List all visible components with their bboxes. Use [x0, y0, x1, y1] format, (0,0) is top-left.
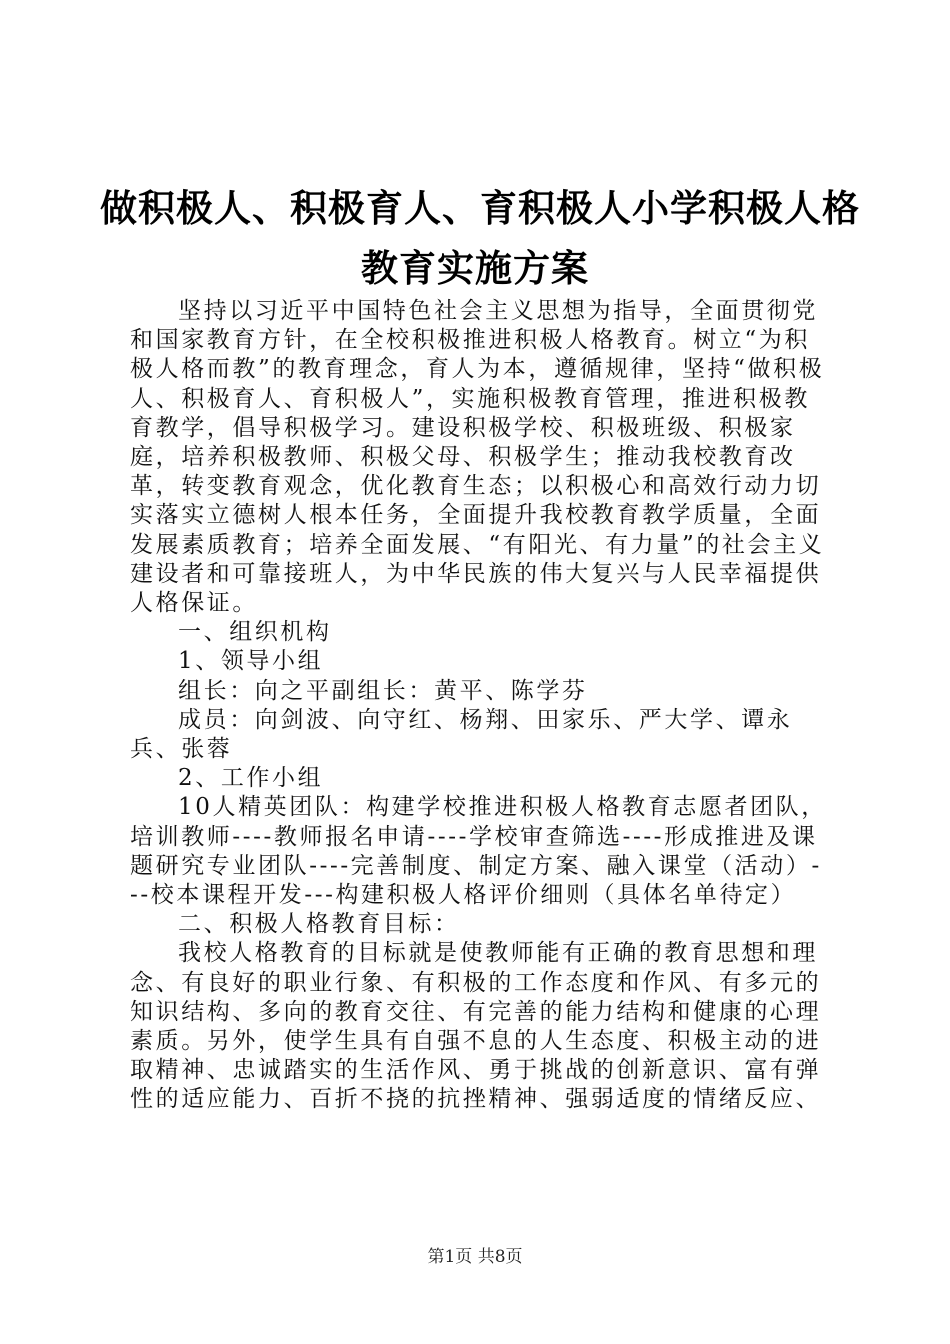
page-number-footer: 第1页 共8页 [427, 1247, 523, 1267]
document-title-line-2: 教育实施方案 [361, 247, 589, 290]
document-body [130, 297, 830, 1115]
elite-team-paragraph: 10人精英团队：构建学校推进积极人格教育志愿者团队，培训教师----教师报名申请----学校审查筛选----形成推进及课题研究专业团队----完善制度、制定方案、融入课堂（活动）---校本课程开发---构建积极人格评价细则（具体名单待定） [130, 794, 827, 909]
section-heading-organization: 一、组织机构 [178, 619, 332, 646]
leaders-line: 组长：向之平副组长：黄平、陈学芬 [178, 677, 588, 704]
section-heading-goals: 二、积极人格教育目标： [178, 911, 460, 938]
subheading-working-group: 2、工作小组 [178, 765, 324, 792]
subheading-leadership-group: 1、领导小组 [178, 648, 324, 675]
members-line: 成员：向剑波、向守红、杨翔、田家乐、严大学、谭永兵、张蓉 [130, 706, 793, 763]
document-title-line-1: 做积极人、积极育人、育积极人小学积极人格 [100, 187, 860, 230]
intro-paragraph: 坚持以习近平中国特色社会主义思想为指导，全面贯彻党和国家教育方针，在全校积极推进积极人格教育。树立“为积极人格而教”的教育理念，育人为本，遵循规律，坚持“做积极人、积极育人、育积极人”，实施积极教育管理，推进积极教育教学，倡导积极学习。建设积极学校、积极班级、积极家庭，培养积极教师、积极父母、积极学生；推动我校教育改革，转变教育观念，优化教育生态；以积极心和高效行动力切实落实立德树人根本任务，全面提升我校教育教学质量，全面发展素质教育；培养全面发展、“有阳光、有力量”的社会主义建设者和可靠接班人，为中华民族的伟大复兴与人民幸福提供人格保证。 [130, 298, 825, 617]
goals-paragraph: 我校人格教育的目标就是使教师能有正确的教育思想和理念、有良好的职业行象、有积极的工作态度和作风、有多元的知识结构、多向的教育交往、有完善的能力结构和健康的心理素质。另外，使学生具有自强不息的人生态度、积极主动的进取精神、忠诚踏实的生活作风、勇于挑战的创新意识、富有弹性的适应能力、百折不挠的抗挫精神、强弱适度的情绪反应、 [130, 940, 822, 1113]
